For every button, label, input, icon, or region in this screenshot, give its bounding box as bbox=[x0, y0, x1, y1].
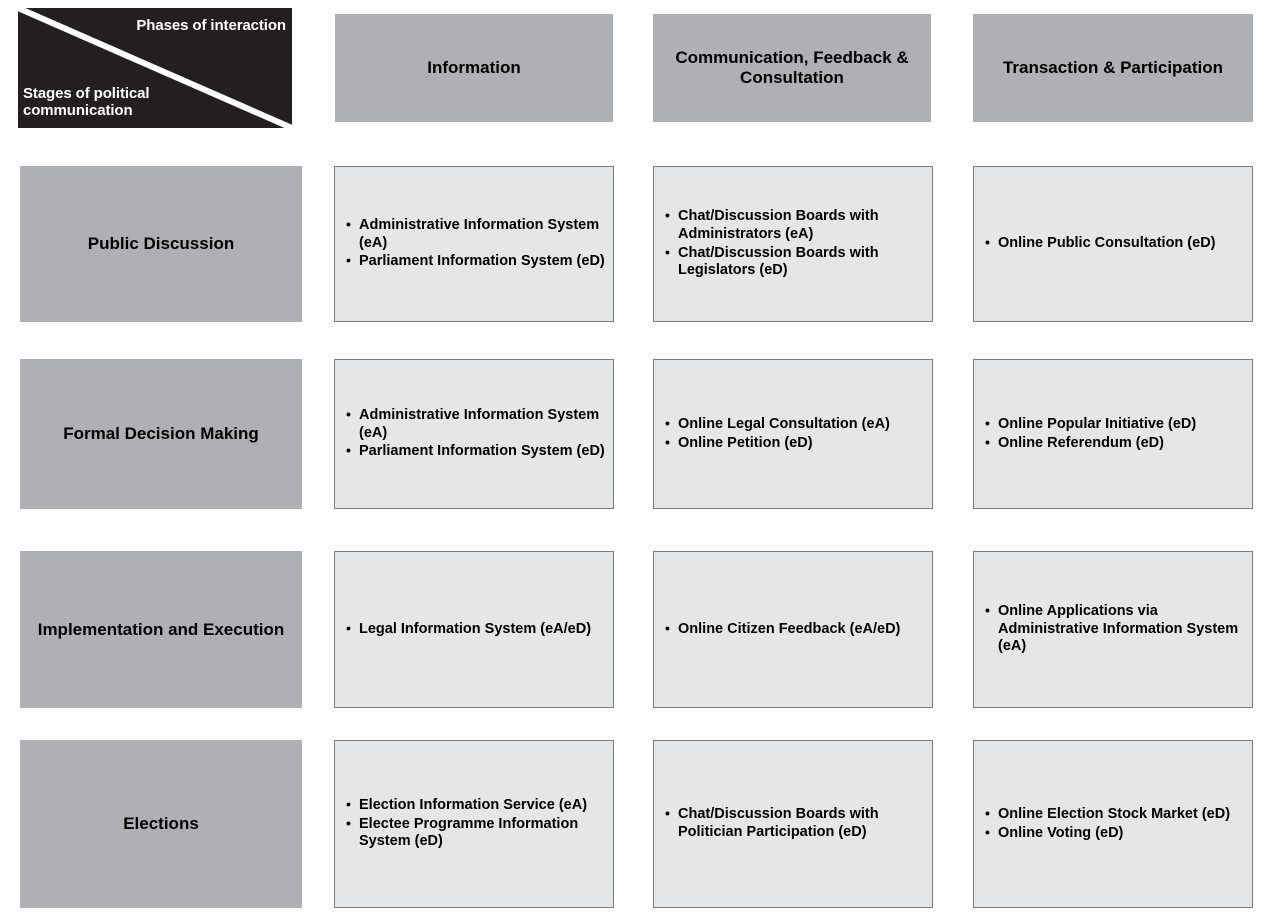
bullet-list bbox=[664, 806, 924, 842]
matrix-cell bbox=[973, 551, 1253, 708]
column-header-label: Transaction & Participation bbox=[1002, 57, 1224, 77]
rows-axis-label: Stages of political communication bbox=[23, 85, 150, 120]
column-header-label: Communication, Feedback & Consultation bbox=[675, 47, 909, 87]
list-item: • Chat/Discussion Boards with Administrators (eA) bbox=[664, 208, 924, 244]
columns-axis-label: Phases of interaction bbox=[136, 17, 286, 34]
matrix-cell bbox=[653, 166, 933, 322]
bullet-list bbox=[345, 217, 605, 272]
list-item: • Online Petition (eD) bbox=[664, 435, 924, 453]
list-item: • Legal Information System (eA/eD) bbox=[345, 621, 605, 639]
row-header-public-discussion bbox=[20, 166, 302, 322]
list-item: • Online Legal Consultation (eA) bbox=[664, 416, 924, 434]
matrix-cell bbox=[973, 740, 1253, 908]
matrix-cell bbox=[653, 359, 933, 509]
row-header-label: Elections bbox=[123, 814, 199, 834]
matrix-cell bbox=[334, 551, 614, 708]
list-item: • Online Voting (eD) bbox=[984, 825, 1244, 843]
matrix-cell bbox=[653, 551, 933, 708]
matrix-cell bbox=[973, 359, 1253, 509]
bullet-list bbox=[984, 806, 1244, 843]
column-header-label: Information bbox=[427, 57, 521, 77]
list-item: • Online Popular Initiative (eD) bbox=[984, 416, 1244, 434]
row-header-implementation-and-execution bbox=[20, 551, 302, 708]
column-header-transaction-participation bbox=[973, 14, 1253, 122]
row-header-label: Formal Decision Making bbox=[63, 424, 259, 444]
matrix-cell bbox=[334, 359, 614, 509]
list-item: • Parliament Information System (eD) bbox=[345, 253, 605, 271]
row-header-elections bbox=[20, 740, 302, 908]
list-item: • Administrative Information System (eA) bbox=[345, 217, 605, 253]
matrix-cell bbox=[973, 166, 1253, 322]
row-header-formal-decision-making bbox=[20, 359, 302, 509]
bullet-list bbox=[984, 603, 1244, 657]
matrix-cell bbox=[653, 740, 933, 908]
list-item: • Online Election Stock Market (eD) bbox=[984, 806, 1244, 824]
row-header-label: Implementation and Execution bbox=[37, 619, 285, 639]
list-item: • Chat/Discussion Boards with Politician Participation (eD) bbox=[664, 806, 924, 842]
list-item: • Chat/Discussion Boards with Legislators (eD) bbox=[664, 245, 924, 281]
matrix-corner-header bbox=[18, 8, 292, 128]
matrix-cell bbox=[334, 166, 614, 322]
bullet-list bbox=[984, 235, 1244, 253]
bullet-list bbox=[664, 416, 924, 453]
bullet-list bbox=[345, 407, 605, 462]
list-item: • Administrative Information System (eA) bbox=[345, 407, 605, 443]
list-item: • Online Citizen Feedback (eA/eD) bbox=[664, 621, 924, 639]
column-header-information bbox=[335, 14, 613, 122]
list-item: • Election Information Service (eA) bbox=[345, 797, 605, 815]
column-header-communication-feedback-consultation bbox=[653, 14, 931, 122]
bullet-list bbox=[664, 208, 924, 281]
list-item: • Online Applications via Administrative Information System (eA) bbox=[984, 603, 1244, 657]
list-item: • Electee Programme Information System (eD) bbox=[345, 816, 605, 852]
bullet-list bbox=[984, 416, 1244, 453]
bullet-list bbox=[664, 621, 924, 639]
row-header-label: Public Discussion bbox=[87, 234, 235, 254]
bullet-list bbox=[345, 621, 605, 639]
list-item: • Online Referendum (eD) bbox=[984, 435, 1244, 453]
list-item: • Online Public Consultation (eD) bbox=[984, 235, 1244, 253]
bullet-list bbox=[345, 797, 605, 852]
matrix-cell bbox=[334, 740, 614, 908]
list-item: • Parliament Information System (eD) bbox=[345, 443, 605, 461]
